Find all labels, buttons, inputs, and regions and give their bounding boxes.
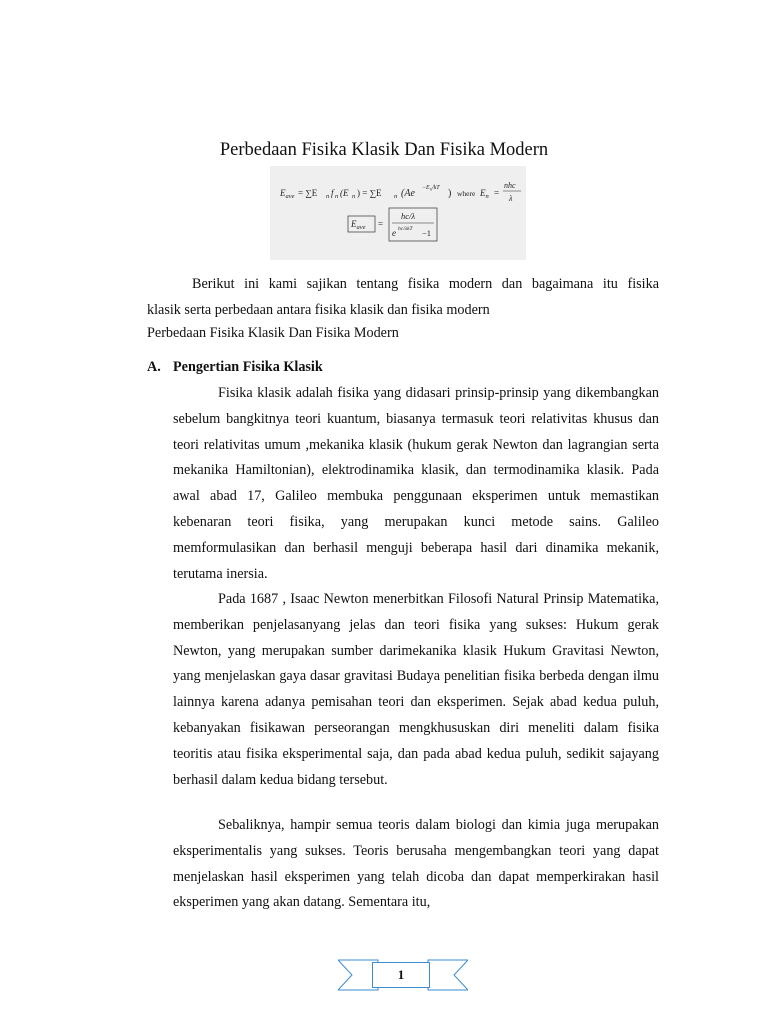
section-number: A. bbox=[147, 359, 161, 375]
svg-text:−En/kT: $-E_n/kT$ bbox=[422, 185, 440, 192]
intro-line-1: Berikut ini kami sajikan tentang fisika modern dan bagaimana itu fisika bbox=[192, 276, 659, 292]
svg-text:hc/λkT: hc/λkT bbox=[398, 226, 413, 232]
paragraph-3: Sebaliknya, hampir semua teoris dalam biologi dan kimia juga merupakan eksperimentalis yang sukses. Teoris berusaha mengembangkan teori yang dapat menjelaskan hasil eksperimen yang telah dicoba dan dapat memperkirakan hasil eksperimen yang akan datang. Sementara itu, bbox=[173, 817, 659, 911]
svg-text:=: = bbox=[378, 219, 384, 229]
section-a-heading bbox=[147, 359, 323, 376]
svg-text:e: e bbox=[392, 228, 396, 238]
intro-line-2: klasik serta perbedaan antara fisika klasik dan fisika modern bbox=[147, 302, 490, 318]
document-title: Perbedaan Fisika Klasik Dan Fisika Modern bbox=[219, 140, 549, 160]
svg-text:where: where bbox=[457, 189, 476, 198]
page-number: 1 bbox=[372, 962, 430, 988]
svg-text:(E: (E bbox=[340, 188, 349, 198]
svg-text:hc/λ: hc/λ bbox=[401, 211, 416, 221]
svg-text:n: n bbox=[335, 193, 339, 200]
svg-text:n: n bbox=[352, 193, 356, 200]
section-heading-text: Pengertian Fisika Klasik bbox=[173, 359, 323, 375]
svg-text:= ∑E: = ∑E bbox=[298, 188, 318, 198]
svg-text:Eave: $E_{ave}$ bbox=[351, 219, 366, 231]
svg-text:) = ∑E: ) = ∑E bbox=[357, 188, 382, 198]
formula-image bbox=[270, 166, 526, 260]
paragraph-1: Fisika klasik adalah fisika yang didasari prinsip-prinsip yang dikembangkan sebelum bangkitnya teori kuantum, biasanya termasuk teori relativitas khusus dan teori relativitas umum ,mekanika klasik (hukum gerak Newton dan lagrangian serta mekanika Hamiltonian), elektrodinamika klasik, dan termodinamika klasik. Pada awal abad 17, Galileo membuka penggunaan eksperimen untuk memastikan kebenaran teori fisika, yang merupakan kunci metode sains. Galileo memformulasikan dan berhasil menguji beberapa hasil dari dinamika mekanik, terutama inersia. bbox=[173, 385, 659, 582]
paragraph-2: Pada 1687 , Isaac Newton menerbitkan Filosofi Natural Prinsip Matematika, memberikan penjelasanyang jelas dan teori fisika yang sukses: Hukum gerak Newton, yang merupakan sumber darimekanika klasik Hukum Gravitasi Newton, yang menjelaskan gaya dasar gravitasi Budaya penelitian fisika berbeda dengan ilmu lainnya karena adanya pemisahan teori dan eksperimen. Sejak abad kedua puluh, kebanyakan fisikawan perseorangan mengkhususkan diri meneliti dalam fisika teoritis atau fisika eksperimental saja, dan pada abad kedua puluh, sedikit sajayang berhasil dalam kedua bidang tersebut. bbox=[173, 591, 659, 788]
svg-text:nhc: nhc bbox=[504, 181, 516, 190]
svg-text:n: n bbox=[394, 193, 398, 200]
svg-text:(Ae: (Ae bbox=[401, 188, 415, 199]
svg-text:λ: λ bbox=[509, 194, 513, 203]
svg-text:n: n bbox=[326, 193, 330, 200]
svg-text:Eave: $E_{ave}$ bbox=[280, 188, 295, 200]
svg-text:En: $E_n$ bbox=[480, 188, 489, 200]
intro-line-3: Perbedaan Fisika Klasik Dan Fisika Modern bbox=[147, 325, 399, 341]
svg-text:=: = bbox=[494, 188, 500, 198]
svg-text:−1: −1 bbox=[422, 228, 432, 238]
svg-text:f: f bbox=[331, 188, 334, 198]
svg-text:): ) bbox=[448, 188, 452, 199]
